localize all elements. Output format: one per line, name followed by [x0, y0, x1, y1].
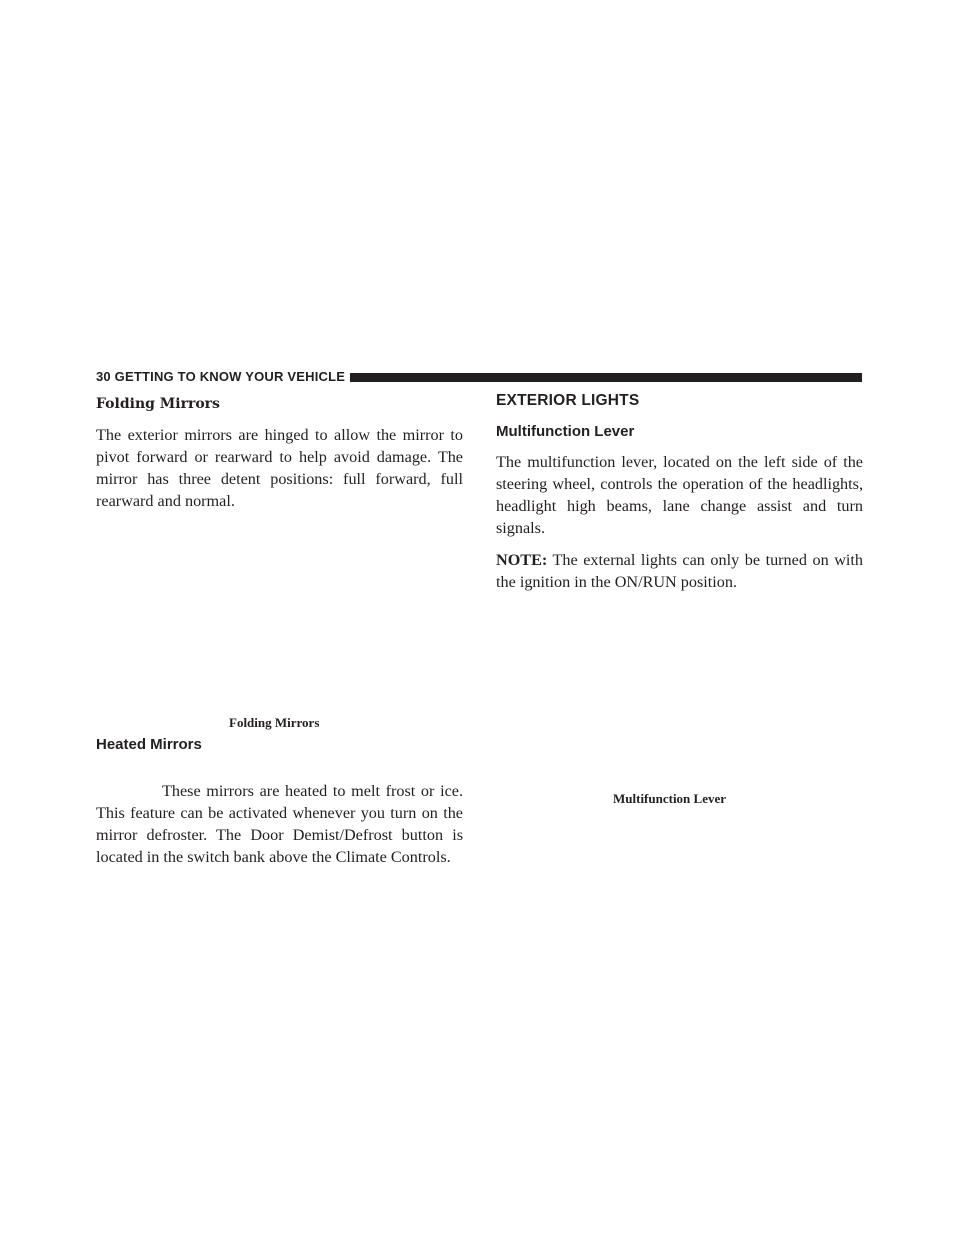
folding-mirrors-caption: Folding Mirrors	[229, 715, 320, 730]
header-rule	[350, 373, 862, 382]
page-label: 30 GETTING TO KNOW YOUR VEHICLE	[96, 369, 346, 384]
folding-mirrors-text: The exterior mirrors are hinged to allow the mirror to pivot forward or rearward to help avoid damage. The mirror has three detent positions: full forward, full rearward and normal.	[96, 426, 463, 510]
multifunction-lever-text: The multifunction lever, located on the left side of the steering wheel, controls the operation of the headlights, headlight high beams, lane change assist and turn signals.	[496, 453, 863, 537]
exterior-lights-heading: EXTERIOR LIGHTS	[496, 392, 640, 409]
right-column	[496, 390, 863, 593]
note-label: NOTE:	[496, 551, 548, 569]
heated-mirrors-section	[96, 780, 463, 868]
multifunction-lever-heading: Multifunction Lever	[496, 423, 635, 440]
left-column	[96, 390, 463, 512]
heated-mirrors-text: These mirrors are heated to melt frost or ice. This feature can be activated whenever you turn on the mirror defroster. The Door Demist/Defrost button is located in the switch bank above the Climate Controls.	[96, 782, 463, 866]
heated-mirrors-heading: Heated Mirrors	[96, 736, 202, 753]
page-header	[96, 368, 862, 386]
note-text: The external lights can only be turned on with the ignition in the ON/RUN position.	[496, 551, 863, 591]
folding-mirrors-heading: Folding Mirrors	[96, 396, 220, 412]
multifunction-lever-caption: Multifunction Lever	[613, 791, 727, 806]
note-paragraph	[496, 549, 863, 593]
